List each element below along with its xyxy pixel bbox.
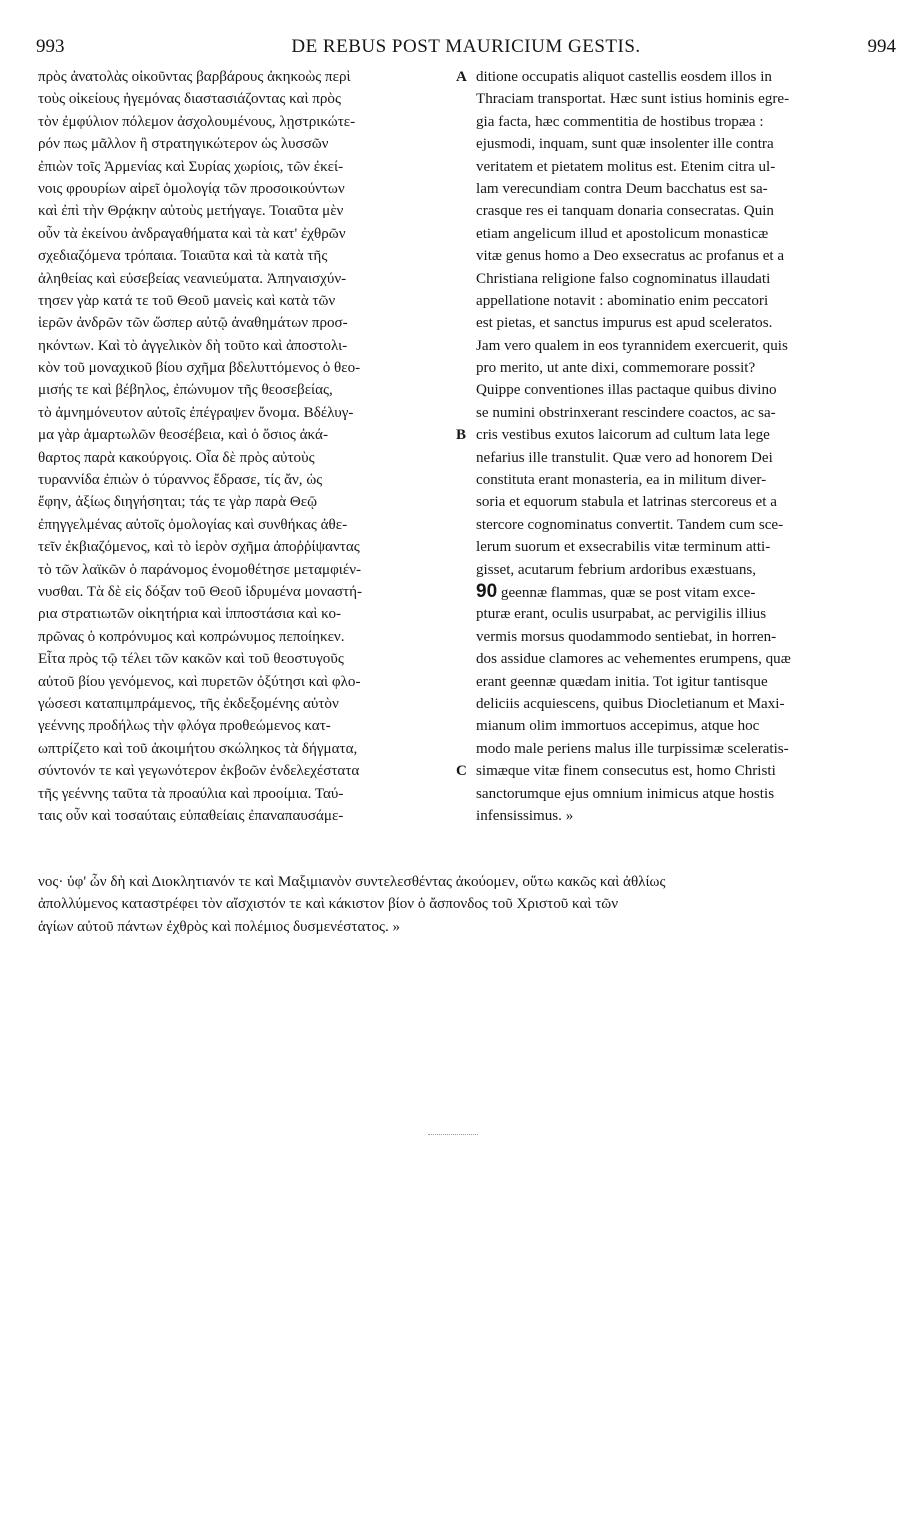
greek-line: μισής τε καὶ βέβηλος, ἐπώνυμον τῆς θεοσεβείας, [38, 382, 333, 399]
greek-line: ἱερῶν ἀνδρῶν τῶν ὥσπερ αὐτῷ ἀναθημάτων προσ- [38, 315, 348, 332]
latin-line [476, 581, 888, 603]
greek-line: τῆς γεέννης ταῦτα τὰ προαύλια καὶ προοίμια. Ταύ- [38, 785, 344, 802]
full-width-line: ἁγίων αὐτοῦ πάντων ἐχθρὸς καὶ πολέμιος δυσμενέστατος. » [38, 918, 401, 935]
latin-line: veritatem et pietatem molitus est. Etenim citra ul- [476, 158, 776, 175]
greek-line: πρὸς ἀνατολὰς οἰκοῦντας βαρβάρους ἀκηκοὼς περὶ [38, 69, 351, 85]
margin-marker-b: B [456, 427, 467, 444]
greek-line: ἐπιὼν τοῖς Ἀρμενίας καὶ Συρίας χωρίοις, τῶν ἐκεί- [38, 158, 344, 175]
latin-line: etiam angelicum illud et apostolicum monasticæ [476, 225, 769, 242]
latin-line: Thraciam transportat. Hæc sunt istius hominis egre- [476, 91, 790, 108]
latin-line: modo male periens malus ille turpissimæ sceleratis- [476, 740, 789, 757]
latin-line: appellatione notavit : abominatio enim peccatori [476, 292, 769, 309]
greek-line: ρόν πως μᾶλλον ἢ στρατηγικώτερον ὡς λυσσῶν [38, 136, 329, 153]
latin-line: pturæ erant, oculis usurpabat, ac pervigilis illius [476, 606, 767, 623]
margin-marker-c: C [456, 763, 467, 780]
latin-line: simæque vitæ finem consecutus est, homo Christi [476, 763, 776, 780]
latin-line: stercore cognominatus convertit. Tandem cum sce- [476, 516, 784, 533]
latin-line: lam verecundiam contra Deum bacchatus est sa- [476, 180, 768, 197]
greek-line: ἐπηγγελμένας αὐτοῖς ὁμολογίας καὶ συνθήκας ἀθε- [38, 516, 348, 533]
full-width-line: ἀπολλύμενος καταστρέφει τὸν αἴσχιστόν τε καὶ κάκιστον βίον ὁ ἄσπονδος τοῦ Χριστοῦ καὶ τῶν [38, 896, 619, 913]
latin-line: crasque res ei tanquam donaria consecratas. Quin [476, 203, 774, 220]
greek-line: ρια στρατιωτῶν οἰκητήρια καὶ ἱπποστάσια καὶ κο- [38, 606, 342, 623]
latin-column [476, 66, 888, 827]
greek-line: νυσθαι. Τὰ δὲ εἰς δόξαν τοῦ Θεοῦ ἱδρυμένα μοναστή- [38, 583, 363, 600]
greek-line: γώσεσι καταπιμπράμενος, τῆς ἐκδεξομένης αὐτὸν [38, 695, 339, 712]
latin-line: pro merito, ut ante dixi, commemorare possit? [476, 360, 756, 377]
greek-line: αὐτοῦ βίου γενόμενος, καὶ πυρετῶν ὀξύτησι καὶ φλο- [38, 673, 361, 690]
greek-line: ηκόντων. Καὶ τὸ ἀγγελικὸν δὴ τοῦτο καὶ ἀποστολι- [38, 337, 348, 354]
greek-line: Εἶτα πρὸς τῷ τέλει τῶν κακῶν καὶ τοῦ θεοστυγοῦς [38, 651, 344, 668]
greek-line: ἀληθείας καὶ εὐσεβείας νεανιεύματα. Ἀπηναισχύν- [38, 270, 347, 287]
greek-line: πρῶνας ὁ κοπρόνυμος καὶ κοπρώνυμος πεποίηκεν. [38, 628, 345, 645]
greek-column [38, 66, 454, 827]
greek-line: ἔφην, ἀξίως διηγήσηται; τάς τε γὰρ παρὰ Θεῷ [38, 494, 318, 511]
latin-line-text: geennæ flammas, quæ se post vitam exce- [500, 584, 756, 601]
latin-line: dos assidue clamores ac vehementes erumpens, quæ [476, 651, 791, 668]
latin-line: nefarius ille transtulit. Quæ vero ad honorem Dei [476, 449, 773, 466]
running-header [36, 36, 896, 60]
full-width-line: νος· ὑφ' ὧν δὴ καὶ Διοκλητιανόν τε καὶ Μαξιμιανὸν συντελεσθέντας ἀκούομεν, οὕτω κακῶς καὶ ἀθλίως [38, 874, 666, 890]
page-number-right: 994 [867, 36, 896, 57]
running-title: DE REBUS POST MAURICIUM GESTIS. [291, 36, 641, 57]
greek-line: σχεδιαζόμενα τρόπαια. Τοιαῦτα καὶ τὰ κατὰ τῆς [38, 248, 328, 265]
latin-line: erant geennæ quædam initia. Tot igitur tantisque [476, 673, 768, 690]
latin-line: vermis morsus quodammodo sentiebat, in horren- [476, 628, 777, 645]
greek-line: τησεν γὰρ κατά τε τοῦ Θεοῦ μανεὶς καὶ κατὰ τῶν [38, 292, 336, 309]
latin-line: vitæ genus homo a Deo exsecratus ac profanus et a [476, 248, 785, 265]
greek-line: τοὺς οἰκείους ἡγεμόνας διαστασιάζοντας καὶ πρὸς [38, 91, 341, 108]
latin-line: constituta erant monasteria, ea in militum diver- [476, 472, 767, 489]
greek-line: γεέννης προδήλως τὴν φλόγα προθεώμενος κατ- [38, 718, 331, 735]
greek-line: τὸν ἐμφύλιον πόλεμον ἀσχολουμένους, λῃστρικώτε- [38, 113, 356, 130]
inline-page-number: 90 [476, 580, 498, 602]
greek-line: ωπτρίζετο καὶ τοῦ ἀκοιμήτου σκώληκος τὰ δήγματα, [38, 740, 358, 757]
greek-line: τὸ τῶν λαϊκῶν ὁ παράνομος ἐνομοθέτησε μεταμφιέν- [38, 561, 362, 578]
latin-line: gia facta, hæc commentitia de hostibus tropæa : [476, 113, 764, 130]
latin-line: infensissimus. » [476, 807, 574, 824]
greek-line: οὖν τὰ ἐκείνου ἀνδραγαθήματα καὶ τὰ κατ' ἐχθρῶν [38, 225, 346, 242]
end-divider [428, 1134, 478, 1135]
latin-line: Jam vero qualem in eos tyrannidem exercuerit, quis [476, 337, 788, 354]
page-number-left: 993 [36, 36, 65, 57]
latin-line: ditione occupatis aliquot castellis eosdem illos in [476, 69, 772, 85]
margin-marker-a: A [456, 69, 467, 85]
latin-line: est pietas, et sanctus impurus est apud sceleratos. [476, 315, 773, 332]
greek-line: νοις φρουρίων αἱρεῖ ὁμολογίᾳ τῶν προσοικούντων [38, 180, 345, 197]
latin-line: Quippe conventiones illas pactaque quibus divino [476, 382, 777, 399]
latin-line: ejusmodi, inquam, sunt quæ insolenter ille contra [476, 136, 774, 153]
latin-line: lerum suorum et exsecrabilis vitæ terminum atti- [476, 539, 771, 556]
greek-line: κὸν τοῦ μοναχικοῦ βίου σχῆμα βδελυττόμενος ὁ θεο- [38, 360, 361, 377]
latin-line: soria et equorum stabula et latrinas stercoreus et a [476, 494, 777, 511]
latin-line: mianum olim immortuos accepimus, atque hoc [476, 718, 760, 735]
greek-line: τυραννίδα ἐπιὼν ὁ τύραννος ἔδρασε, τίς ἄν, ὡς [38, 472, 323, 489]
latin-line: Christiana religione falso cognominatus illaudati [476, 270, 771, 287]
latin-line: gisset, acutarum febrium ardoribus exæstuans, [476, 561, 757, 578]
latin-line: cris vestibus exutos laicorum ad cultum lata lege [476, 427, 770, 444]
latin-line: se numini obstrinxerant rescindere coactos, ac sa- [476, 404, 776, 421]
latin-line: sanctorumque ejus omnium inimicus atque hostis [476, 785, 775, 802]
greek-line: θαρτος παρὰ κακούργοις. Οἷα δὲ πρὸς αὐτοὺς [38, 449, 315, 466]
greek-line: ταις οὖν καὶ τοσαύταις εὐπαθείαις ἐπαναπαυσάμε- [38, 807, 344, 824]
greek-line: σύντονόν τε καὶ γεγωνότερον ἐκβοῶν ἐνδελεχέστατα [38, 763, 360, 780]
latin-line: deliciis acquiescens, quibus Diocletianum et Maxi- [476, 695, 785, 712]
full-width-text [38, 871, 888, 938]
greek-line: τὸ ἀμνημόνευτον αὐτοῖς ἐπέγραψεν ὄνομα. Βδέλυγ- [38, 404, 354, 421]
greek-line: μα γὰρ ἁμαρτωλῶν θεοσέβεια, καὶ ὁ ὅσιος ἀκά- [38, 427, 328, 444]
greek-line: καὶ ἐπὶ τὴν Θρᾴκην αὐτοὺς μετήγαγε. Τοιαῦτα μὲν [38, 203, 344, 220]
greek-line: τεῖν ἐκβιαζόμενος, καὶ τὸ ἱερὸν σχῆμα ἀποῤῥίψαντας [38, 539, 360, 556]
